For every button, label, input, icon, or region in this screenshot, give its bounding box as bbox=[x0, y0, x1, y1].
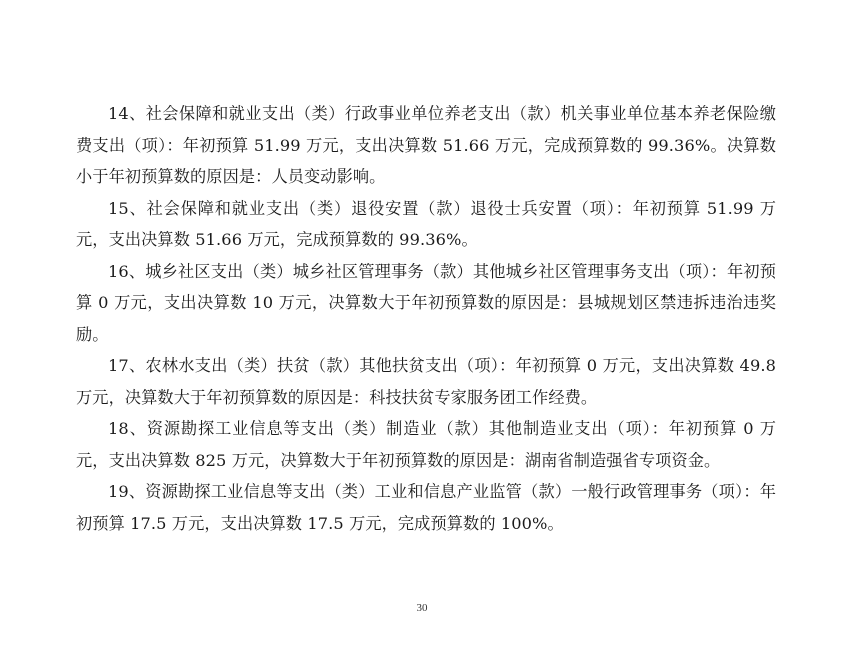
paragraph-item-16: 16、城乡社区支出（类）城乡社区管理事务（款）其他城乡社区管理事务支出（项）：年初预算 0 万元，支出决算数 10 万元，决算数大于年初预算数的原因是：县城规划区禁违拆违治违奖励。 bbox=[76, 261, 776, 344]
page-number: 30 bbox=[416, 602, 428, 614]
paragraph-item-17: 17、农林水支出（类）扶贫（款）其他扶贫支出（项）：年初预算 0 万元，支出决算数 49.8 万元，决算数大于年初预算数的原因是：科技扶贫专家服务团工作经费。 bbox=[76, 356, 776, 407]
paragraph-item-14: 14、社会保障和就业支出（类）行政事业单位养老支出（款）机关事业单位基本养老保险缴费支出（项）：年初预算 51.99 万元，支出决算数 51.66 万元，完成预算数的 99.36%。决算数小于年初预算数的原因是：人员变动影响。 bbox=[76, 104, 776, 186]
paragraph-item-18: 18、资源勘探工业信息等支出（类）制造业（款）其他制造业支出（项）：年初预算 0 万元，支出决算数 825 万元，决算数大于年初预算数的原因是：湖南省制造强省专项资金。 bbox=[76, 419, 776, 470]
paragraph-item-15: 15、社会保障和就业支出（类）退役安置（款）退役士兵安置（项）：年初预算 51.99 万元，支出决算数 51.66 万元，完成预算数的 99.36%。 bbox=[76, 198, 776, 249]
paragraph-item-19: 19、资源勘探工业信息等支出（类）工业和信息产业监管（款）一般行政管理事务（项）：年初预算 17.5 万元，支出决算数 17.5 万元，完成预算数的 100%。 bbox=[76, 482, 776, 533]
body-text bbox=[76, 98, 776, 539]
